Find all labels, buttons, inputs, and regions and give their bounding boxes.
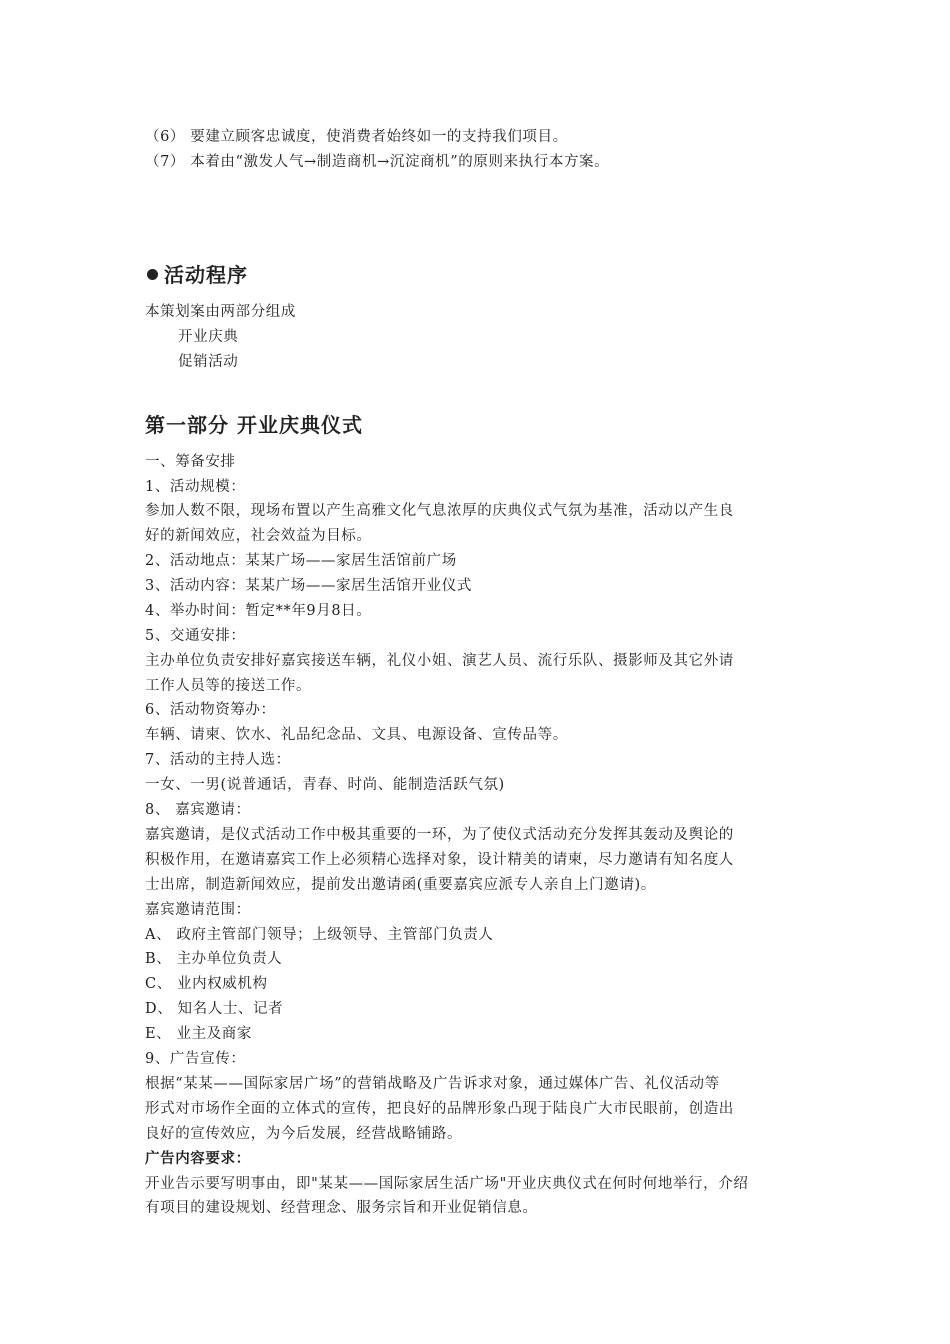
ad-content-heading: 广告内容要求： [145,1150,251,1167]
body-line: 根据“某某——国际家居广场”的营销战略及广告诉求对象，通过媒体广告、礼仪活动等 [145,1076,720,1092]
body-line: D、 知名人士、记者 [145,1001,284,1017]
body-line: 有项目的建设规划、经营理念、服务宗旨和开业促销信息。 [145,1200,538,1216]
body-line: 主办单位负责安排好嘉宾接送车辆，礼仪小姐、演艺人员、流行乐队、摄影师及其它外请 [145,653,734,669]
body-line: A、 政府主管部门领导；上级领导、主管部门负责人 [145,927,494,943]
body-line: 好的新闻效应，社会效益为目标。 [145,528,372,544]
program-part-item: 开业庆典 [178,329,239,345]
body-line: 5、交通安排： [145,628,246,644]
program-description: 本策划案由两部分组成 [145,304,296,320]
body-line: B、 主办单位负责人 [145,951,283,967]
body-line: 形式对市场作全面的立体式的宣传，把良好的品牌形象凸现于陆良广大市民眼前，创造出 [145,1101,734,1117]
body-line: 1、活动规模： [145,479,246,495]
intro-item-7: （7） 本着由“激发人气→制造商机→沉淀商机”的原则来执行本方案。 [145,154,610,170]
intro-item-6: （6） 要建立顾客忠诚度，使消费者始终如一的支持我们项目。 [145,129,568,145]
body-line: 开业告示要写明事由，即"某某——国际家居生活广场"开业庆典仪式在何时何地举行，介绍 [145,1176,749,1192]
body-line: 8、 嘉宾邀请： [145,802,251,818]
body-line: 9、广告宣传： [145,1051,246,1067]
section-heading-text: 活动程序 [164,263,248,287]
body-line: 积极作用，在邀请嘉宾工作上必须精心选择对象，设计精美的请柬，尽力邀请有知名度人 [145,852,734,868]
body-line: E、 业主及商家 [145,1026,252,1042]
body-line: 3、活动内容：某某广场——家居生活馆开业仪式 [145,578,472,594]
body-line: 一、筹备安排 [145,454,236,470]
body-line: 一女、一男(说普通话，青春、时尚、能制造活跃气氛) [145,777,505,793]
body-line: C、 业内权威机构 [145,976,268,992]
body-line: 工作人员等的接送工作。 [145,678,312,694]
body-line: 4、举办时间：暂定**年9月8日。 [145,603,372,619]
body-line: 参加人数不限，现场布置以产生高雅文化气息浓厚的庆典仪式气氛为基准，活动以产生良 [145,503,734,519]
body-line: 嘉宾邀请范围： [145,902,251,918]
body-line: 7、活动的主持人选： [145,752,291,768]
part-one-heading: 第一部分 开业庆典仪式 [145,413,363,437]
program-part-item: 促销活动 [178,354,239,370]
body-line: 嘉宾邀请，是仪式活动工作中极其重要的一环，为了使仪式活动充分发挥其轰动及舆论的 [145,827,734,843]
body-line: 6、活动物资筹办： [145,702,276,718]
body-line: 2、活动地点：某某广场——家居生活馆前广场 [145,553,457,569]
body-line: 良好的宣传效应，为今后发展，经营战略铺路。 [145,1126,463,1142]
body-line: 士出席，制造新闻效应，提前发出邀请函(重要嘉宾应派专人亲自上门邀请)。 [145,877,656,893]
section-heading-program [147,262,248,288]
body-line: 车辆、请柬、饮水、礼品纪念品、文具、电源设备、宣传品等。 [145,727,568,743]
bullet-icon [147,269,158,280]
